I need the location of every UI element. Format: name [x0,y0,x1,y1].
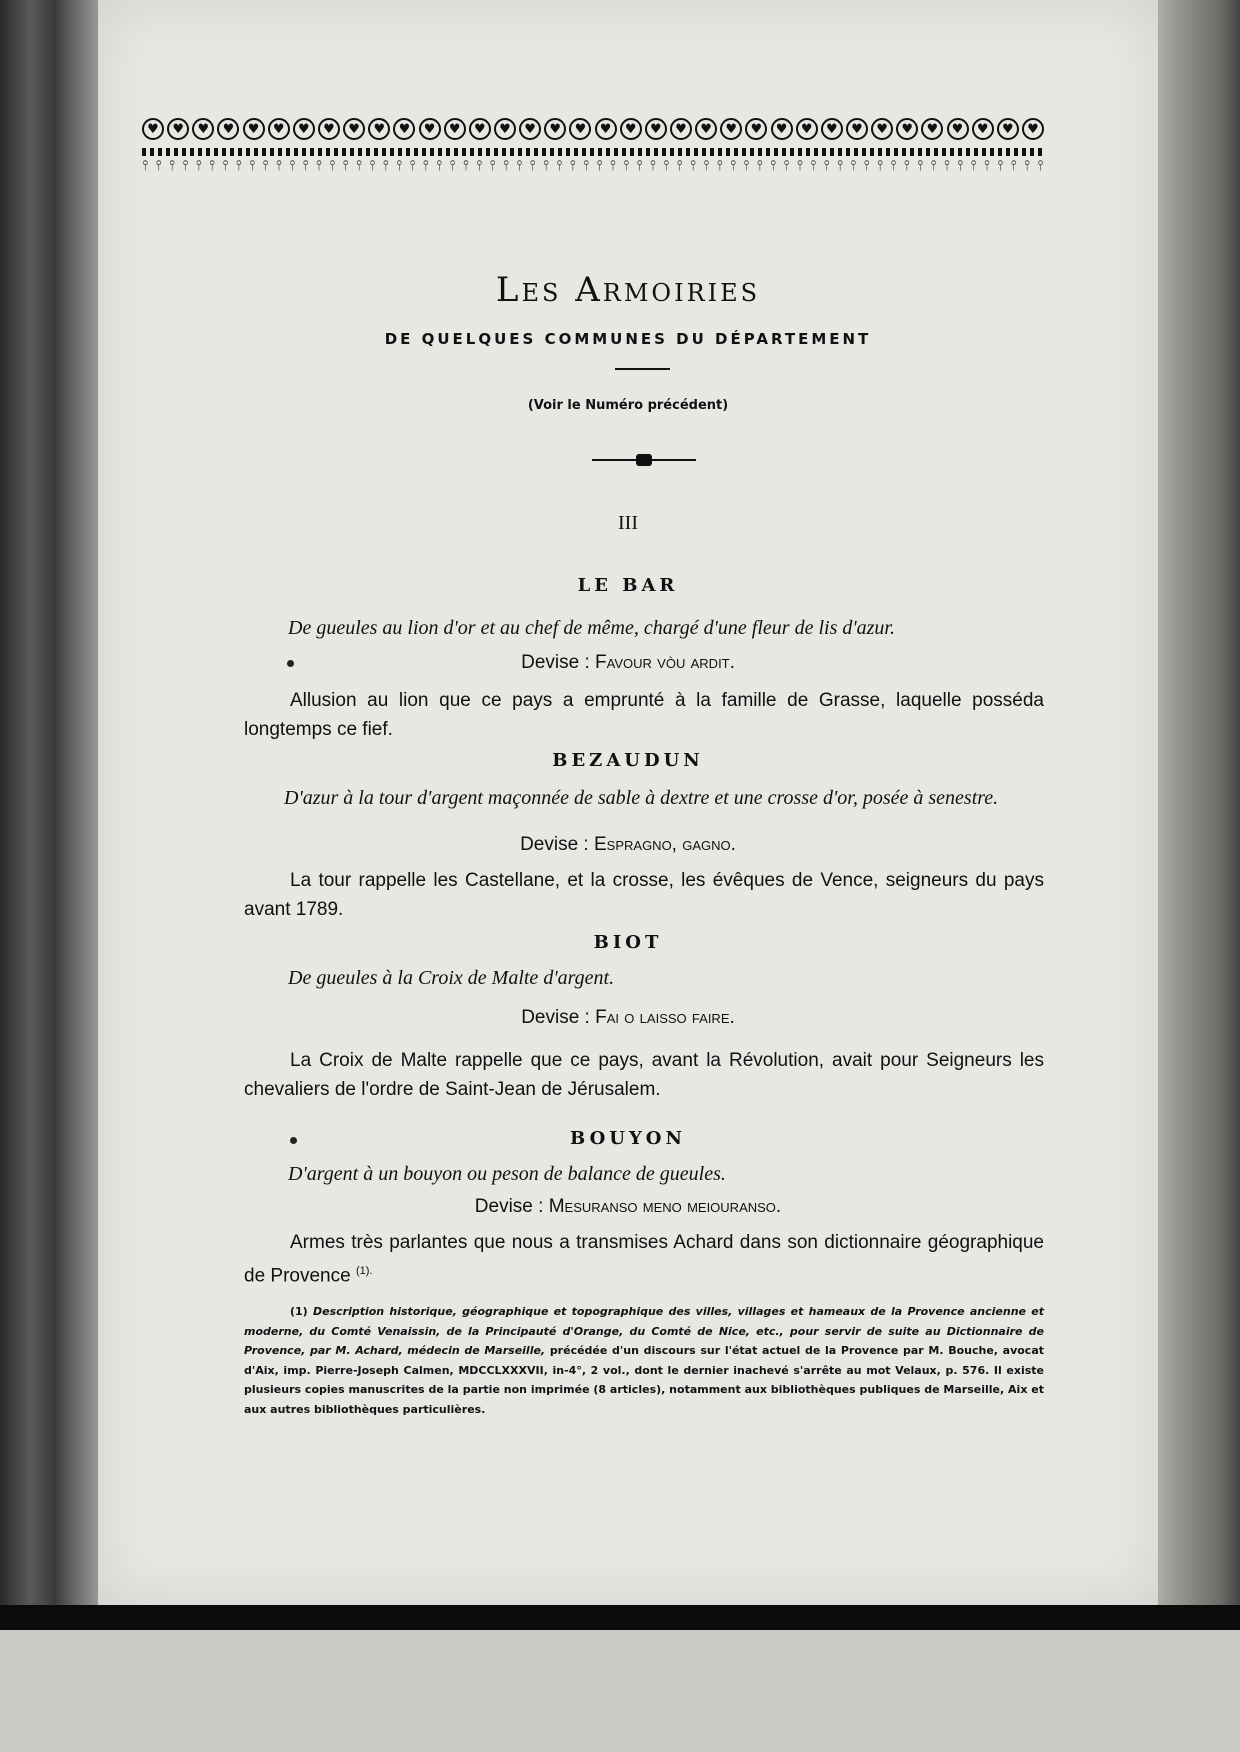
ornament-fringe: ⫯ ⫯ ⫯ ⫯ ⫯ ⫯ ⫯ ⫯ ⫯ ⫯ ⫯ ⫯ ⫯ ⫯ ⫯ ⫯ ⫯ ⫯ ⫯ ⫯ ⫯ ⫯ ⫯ ⫯ ⫯ ⫯ ⫯ ⫯ ⫯ ⫯ ⫯ ⫯ ⫯ ⫯ ⫯ ⫯ ⫯ ⫯ ⫯ ⫯ ⫯ ⫯ ⫯ ⫯ ⫯ ⫯ ⫯ ⫯ ⫯ ⫯ ⫯ ⫯ ⫯ ⫯ ⫯ ⫯ ⫯ ⫯ ⫯ ⫯ ⫯ ⫯ ⫯ ⫯ ⫯ ⫯ ⫯ ⫯ [142,158,1044,174]
footnote-marker: (1) [290,1305,308,1318]
footnote-citation-title: Description historique, géographique et topographique des villes, villages et hameaux de la Provence ancienne et moderne, du Comté Venaissin, de la Principauté d'Orange, du Comté de Nice, etc., pour servir de suite au Dictionnaire de Provence, par M. Achard, médecin de Marseille, [244,1305,1044,1357]
next-page-edge [1150,0,1240,1605]
page-title: Les Armoiries [495,270,761,310]
entry-blazon-bouyon: D'argent à un bouyon ou peson de balance de gueules. [288,1163,726,1185]
previous-issue-note: (Voir le Numéro précédent) [527,398,729,413]
devise-motto: Espragno, gagno. [594,834,736,855]
entry-text-le-bar: Allusion au lion que ce pays a emprunté à la famille de Grasse, laquelle posséda longtemps ce fief. [244,690,1044,740]
footnote [244,1302,1044,1419]
entry-heading-biot: BIOT [593,932,663,953]
entry-devise-le-bar [98,652,1158,674]
entry-devise-bezaudun [98,834,1158,856]
devise-motto: Favour vòu ardit. [595,652,735,673]
devise-motto: Mesuranso meno meiouranso. [548,1196,782,1217]
book-gutter [0,0,100,1605]
entry-devise-biot [98,1007,1158,1029]
footnote-reference: (1). [355,1265,373,1277]
entry-heading-bouyon: BOUYON [570,1128,686,1149]
entry-blazon-le-bar: De gueules au lion d'or et au chef de même, chargé d'une fleur de lis d'azur. [288,617,895,639]
devise-label: Devise : [521,652,590,673]
entry-blazon-biot: De gueules à la Croix de Malte d'argent. [288,967,615,989]
scan-background [0,1630,1240,1752]
ornamental-header-band [142,118,1044,184]
entry-blazon-bezaudun: D'azur à la tour d'argent maçonnée de sable à dextre et une crosse d'or, posée à senestre. [284,787,999,809]
page-subtitle: DE QUELQUES COMMUNES DU DÉPARTEMENT [384,330,872,348]
ornamental-divider [592,458,696,462]
entry-text-bezaudun: La tour rappelle les Castellane, et la crosse, les évêques de Vence, seigneurs du pays avant 1789. [244,870,1044,920]
entry-text: Armes très parlantes que nous a transmises Achard dans son dictionnaire géographique de Provence [244,1232,1044,1287]
devise-label: Devise : [474,1196,544,1217]
title-rule [615,368,670,370]
entry-text-bouyon [244,1228,1044,1290]
footnote-citation-details: précédée d'un discours sur l'état actuel de la Provence par M. Bouche, avocat d'Aix, imp. Pierre-Joseph Calmen, MDCCLXXXVII, in-4°, 2 vol., dont le dernier inachevé s'arrête au mot Velaux, p. 576. Il existe plusieurs copies manuscrites de la partie non imprimée (8 articles), notamment aux bibliothèques publiques de Marseille, Aix et aux autres bibliothèques particulières. [244,1344,1044,1416]
entry-devise-bouyon [98,1196,1158,1218]
section-numeral: III [618,512,638,534]
devise-label: Devise : [521,1007,590,1028]
devise-motto: Fai o laisso faire. [595,1007,735,1028]
devise-label: Devise : [520,834,589,855]
entry-heading-bezaudun: BEZAUDUN [552,750,704,771]
ornament-band [142,148,1044,156]
entry-text-biot: La Croix de Malte rappelle que ce pays, avant la Révolution, avait pour Seigneurs les chevaliers de l'ordre de Saint-Jean de Jérusalem. [244,1050,1044,1100]
heart-frieze: ♥ ♥ ♥ ♥ ♥ ♥ ♥ ♥ ♥ ♥ ♥ ♥ ♥ ♥ ♥ ♥ ♥ ♥ ♥ ♥ ♥ ♥ ♥ ♥ ♥ ♥ ♥ ♥ ♥ ♥ ♥ ♥ ♥ ♥ ♥ ♥ [142,118,1044,142]
entry-heading-le-bar: LE BAR [577,575,679,596]
